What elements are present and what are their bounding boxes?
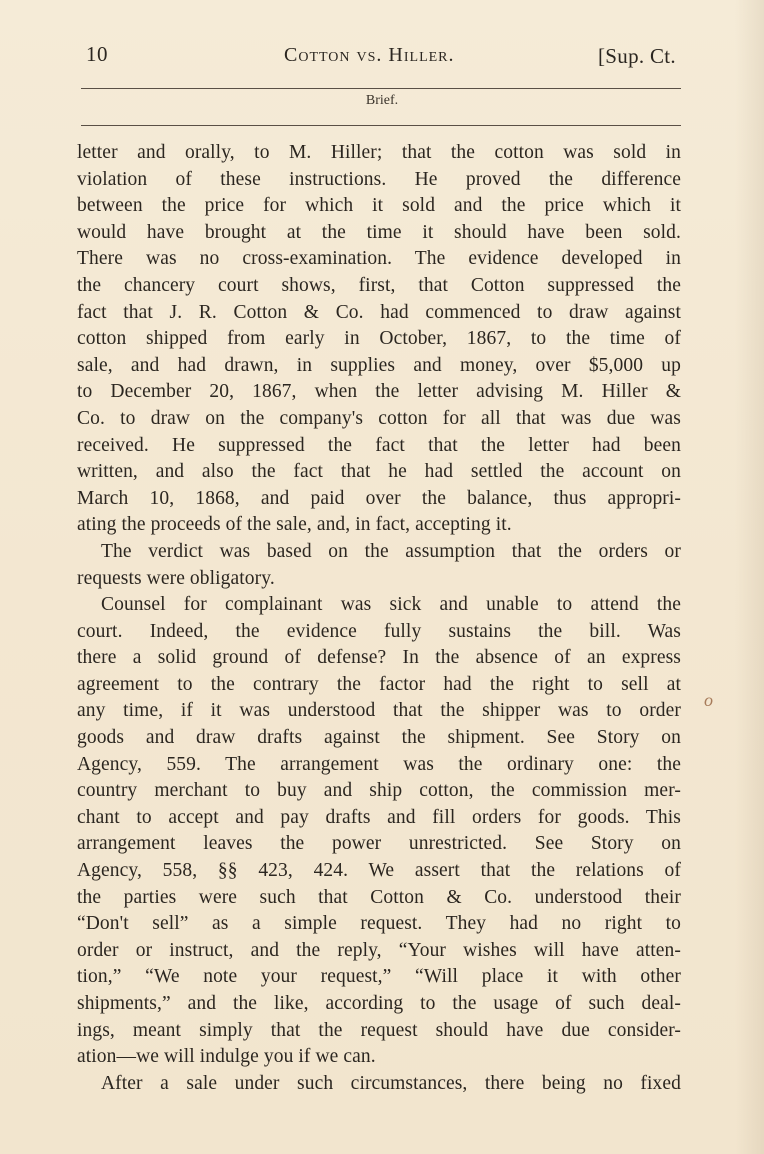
header-rule-bottom [81, 125, 681, 126]
page-number: 10 [86, 42, 108, 66]
text-line: ating the proceeds of the sale, and, in fact, accepting it. [77, 514, 512, 536]
text-line: country merchant to buy and ship cotton, the commission mer- [77, 780, 681, 802]
text-line: sale, and had drawn, in supplies and money, over $5,000 up [77, 354, 681, 376]
text-line: Co. to draw on the company's cotton for all that was due was [77, 407, 681, 429]
text-line: between the price for which it sold and the price which it [77, 195, 681, 217]
section-label: Brief. [365, 93, 399, 108]
text-line: requests were obligatory. [77, 567, 275, 589]
text-line: there a solid ground of defense? In the absence of an express [77, 647, 681, 669]
text-line: fact that J. R. Cotton & Co. had commenced to draw against [77, 301, 681, 323]
text-line: Counsel for complainant was sick and unable to attend the [101, 594, 681, 616]
text-line: the parties were such that Cotton & Co. understood their [77, 886, 681, 908]
text-line: shipments,” and the like, according to the usage of such deal- [77, 993, 681, 1014]
text-line: After a sale under such circumstances, there being no fixed [101, 1072, 681, 1094]
text-line: the chancery court shows, first, that Cotton suppressed the [77, 274, 681, 296]
text-line: received. He suppressed the fact that the letter had been [77, 434, 681, 456]
text-line: any time, if it was understood that the shipper was to order [77, 700, 681, 722]
court-label: [Sup. Ct. [598, 44, 676, 68]
text-line: court. Indeed, the evidence fully sustains the bill. Was [77, 620, 681, 642]
text-line: Agency, 558, §§ 423, 424. We assert that the relations of [77, 860, 681, 882]
case-title: Cotton vs. Hiller. [284, 44, 455, 66]
text-line: tion,” “We note your request,” “Will place it with other [77, 966, 681, 988]
text-line: arrangement leaves the power unrestricted. See Story on [77, 833, 681, 855]
text-line: Agency, 559. The arrangement was the ordinary one: the [77, 753, 681, 775]
text-line: letter and orally, to M. Hiller; that the cotton was sold in [77, 142, 681, 163]
text-line: chant to accept and pay drafts and fill orders for goods. This [77, 806, 681, 828]
text-line: cotton shipped from early in October, 1867, to the time of [77, 328, 681, 350]
text-line: The verdict was based on the assumption that the orders or [101, 540, 681, 562]
text-line: order or instruct, and the reply, “Your wishes will have atten- [77, 939, 681, 961]
text-line: written, and also the fact that he had settled the account on [77, 461, 681, 483]
text-line: There was no cross-examination. The evidence developed in [77, 248, 681, 270]
text-line: ation—we will indulge you if we can. [77, 1046, 376, 1068]
text-line: “Don't sell” as a simple request. They had no right to [77, 913, 681, 935]
text-line: goods and draw drafts against the shipment. See Story on [77, 727, 681, 749]
text-line: would have brought at the time it should have been sold. [77, 221, 681, 243]
body-text [77, 140, 681, 1097]
running-head [86, 42, 686, 72]
text-line: agreement to the contrary the factor had the right to sell at [77, 673, 681, 695]
text-line: March 10, 1868, and paid over the balance, thus appropri- [77, 487, 681, 509]
text-line: ings, meant simply that the request should have due consider- [77, 1019, 681, 1041]
text-line: violation of these instructions. He proved the difference [77, 168, 681, 190]
margin-pencil-mark: o [704, 690, 713, 710]
header-rule-top [81, 88, 681, 89]
text-line: to December 20, 1867, when the letter advising M. Hiller & [77, 381, 681, 403]
